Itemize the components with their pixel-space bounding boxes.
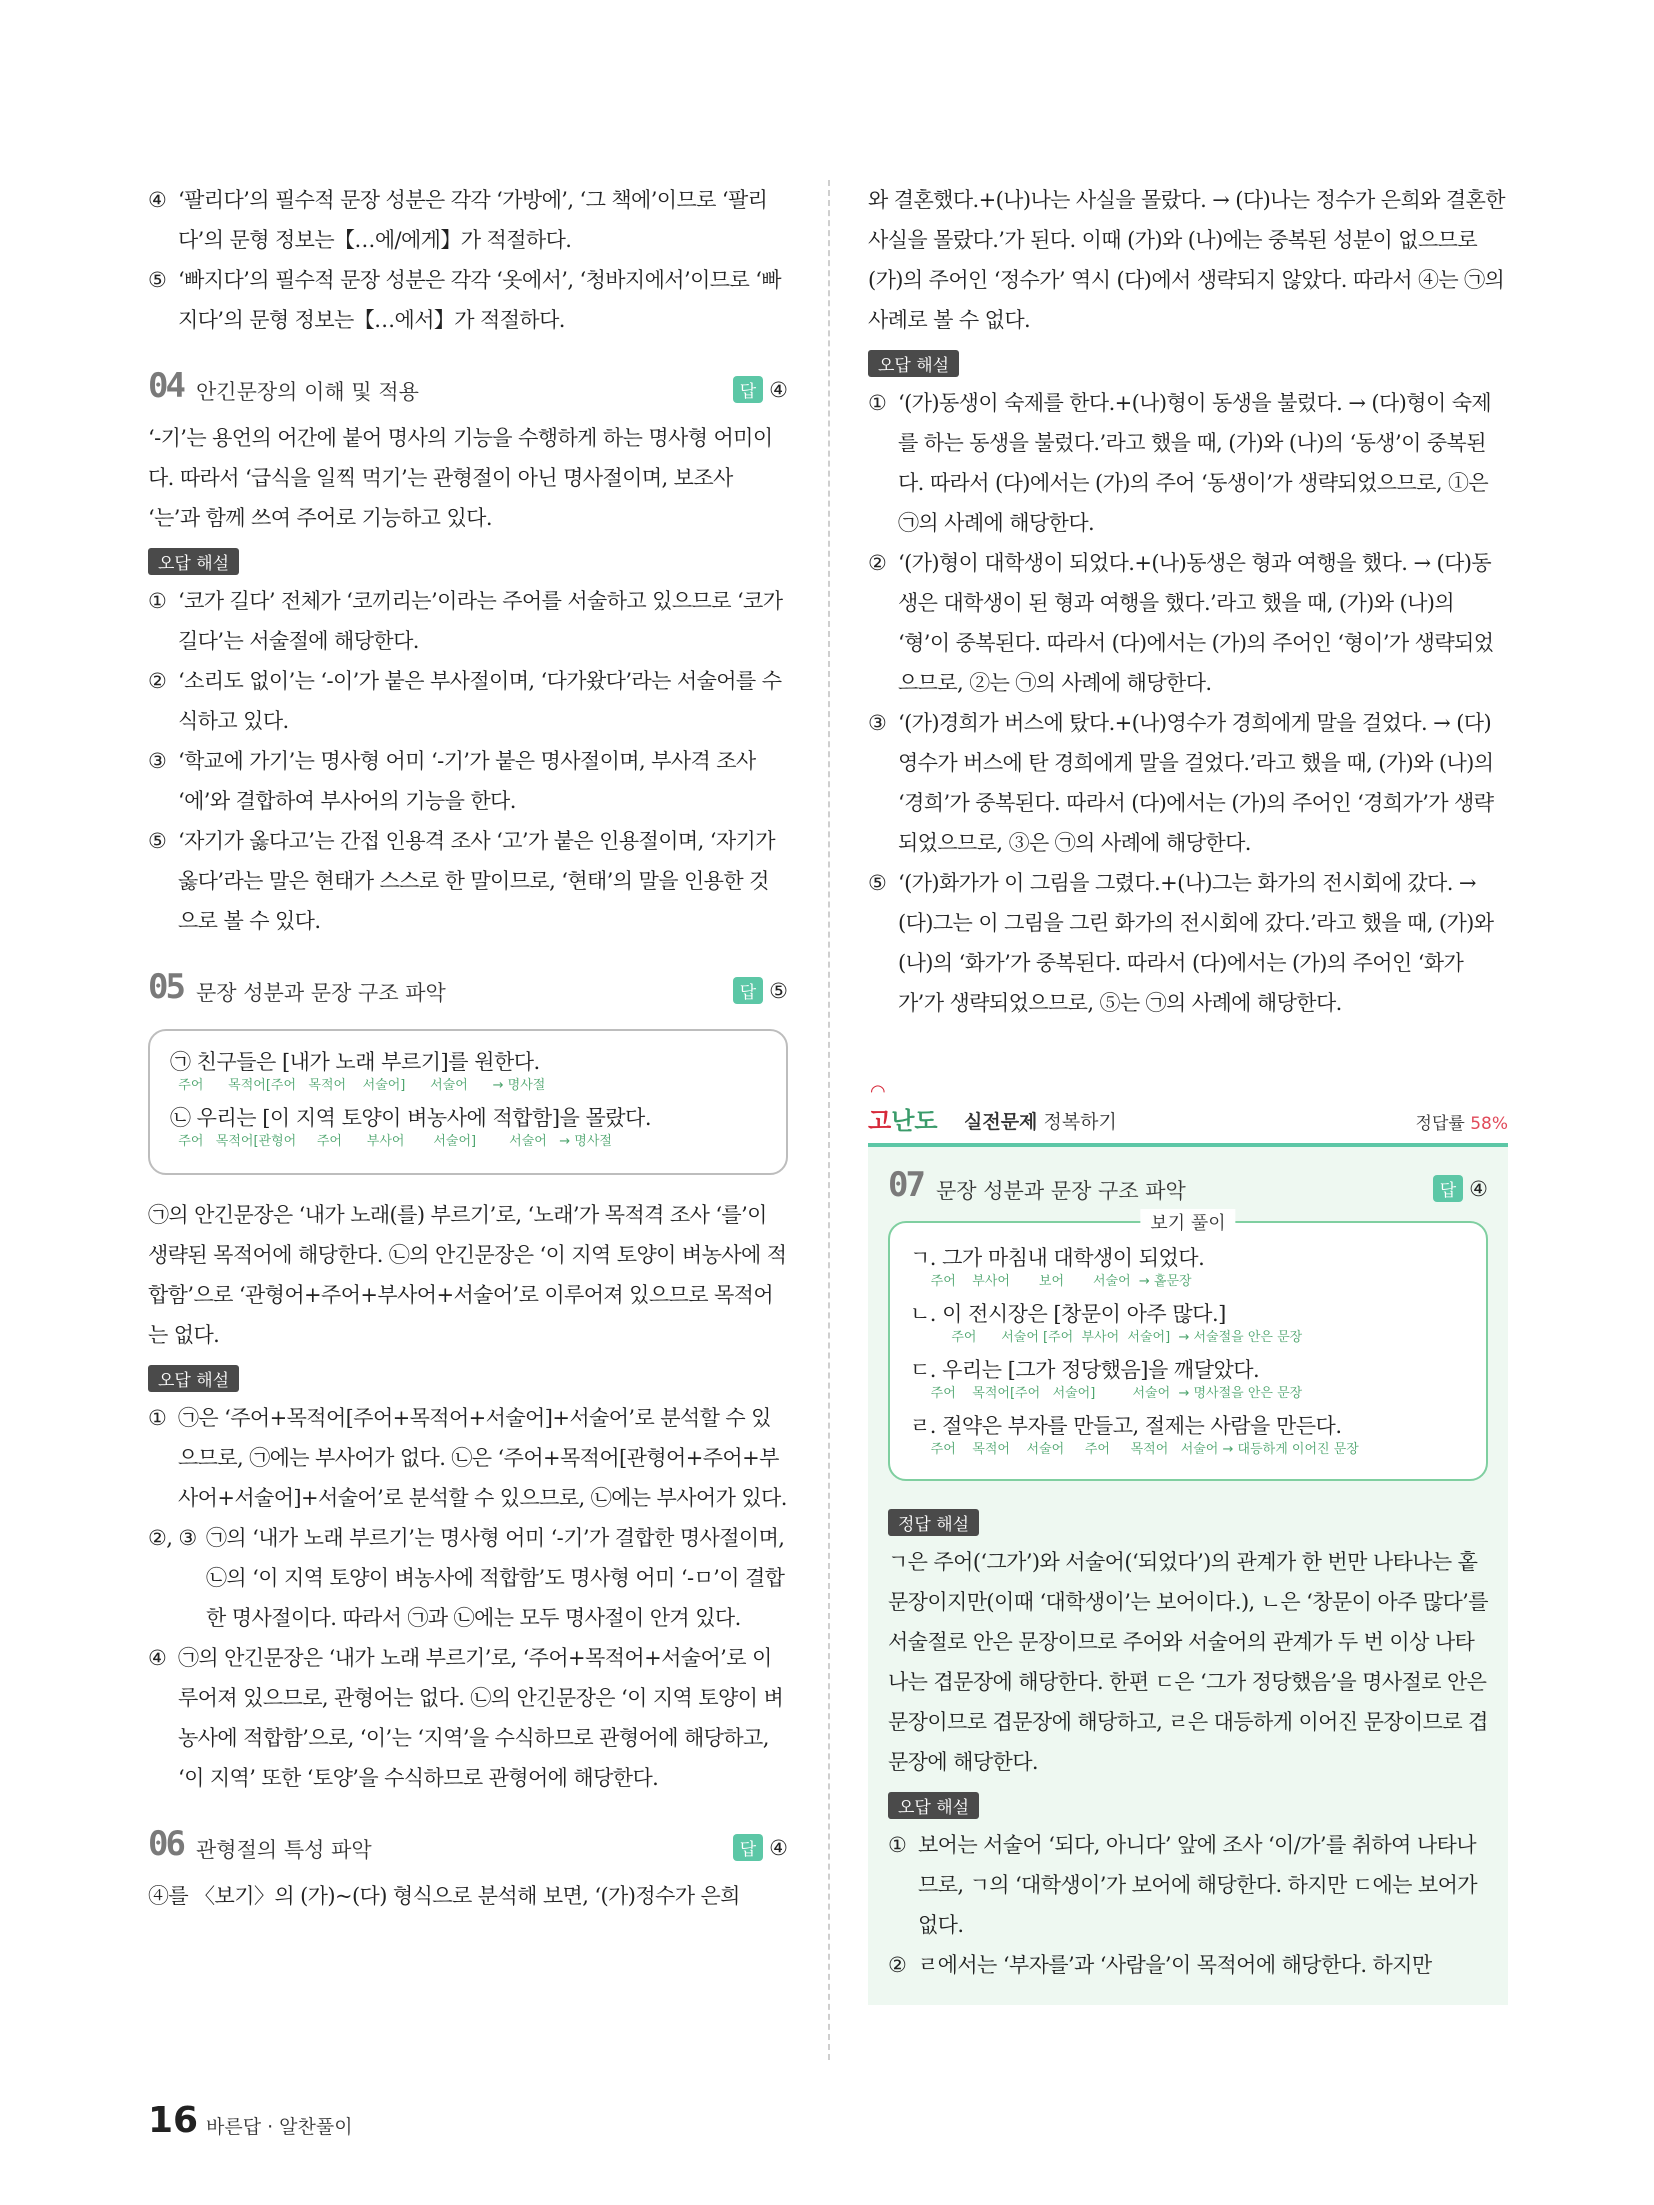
answer-badge: 답 (1433, 1175, 1463, 1202)
signal-icon: ◠ (870, 1081, 886, 1102)
question-title: 관형절의 특성 파악 (196, 1838, 372, 1862)
list-item: ⑤ ‘빠지다’의 필수적 문장 성분은 각각 ‘옷에서’, ‘청바지에서’이므로 ‘빠지다’의 문형 정보는【…에서】가 적절하다. (148, 268, 781, 332)
question-title: 문장 성분과 문장 구조 파악 (196, 981, 446, 1005)
question-06-header (148, 1824, 788, 1872)
explanation-body: ④를 〈보기〉의 (가)~(다) 형식으로 분석해 보면, ‘(가)정수가 은희 (148, 1884, 740, 1908)
list-item: ⑤ ‘(가)화가가 이 그림을 그렸다.+(나)그는 화가의 전시회에 갔다. → (다)그는 이 그림을 그린 화가의 전시회에 갔다.’라고 했을 때, (가)와 (나)의 ‘화가’가 중복된다. 따라서 (다)에서는 (가)의 주어인 ‘화가가’가 생략되었으므로, ⑤는 ㉠의 사례에 해당한다. (868, 871, 1494, 1015)
explanation-body: 와 결혼했다.+(나)나는 사실을 몰랐다. → (다)나는 정수가 은희와 결혼한 사실을 몰랐다.’가 된다. 이때 (가)와 (나)에는 중복된 성분이 없으므로 (가)의 주어인 ‘정수가’ 역시 (다)에서 생략되지 않았다. 따라서 ④는 ㉠의 사례로 볼 수 없다. (868, 188, 1505, 332)
analysis-sentence: ㄴ. 이 전시장은 [창문이 아주 많다.] (910, 1302, 1226, 1326)
question-07-header (888, 1165, 1488, 1213)
question-05-header (148, 967, 788, 1015)
hard-problem-header (868, 1083, 1508, 1147)
hard-title: 실전문제 정복하기 (964, 1111, 1117, 1133)
sentence-analysis-box (148, 1029, 788, 1175)
answer (733, 1834, 788, 1861)
correct-rate: 정답률 58% (1415, 1114, 1508, 1134)
question-number: 05 (148, 967, 183, 1007)
list-item: ② ㄹ에서는 ‘부자를’과 ‘사람을’이 목적어에 해당한다. 하지만 (888, 1953, 1432, 1977)
analysis-sentence: ㉡ 우리는 [이 지역 토양이 벼농사에 적합함]을 몰랐다. (170, 1106, 652, 1130)
list-item: ④ ㉠의 안긴문장은 ‘내가 노래 부르기’로, ‘주어+목적어+서술어’로 이루어져 있으므로, 관형어는 없다. ㉡의 안긴문장은 ‘이 지역 토양이 벼농사에 적합함’으로, ‘이’는 ‘지역’을 수식하므로 관형어에 해당하고, ‘이 지역’ 또한 ‘토양’을 수식하므로 관형어에 해당한다. (148, 1646, 784, 1790)
question-number: 07 (888, 1165, 923, 1205)
column-divider (828, 180, 830, 2060)
page-number: 16 (148, 2100, 199, 2141)
answer-badge: 답 (733, 977, 763, 1004)
wrong-answer-badge: 오답 해설 (148, 1365, 239, 1392)
list-item: ③ ‘(가)경희가 버스에 탔다.+(나)영수가 경희에게 말을 걸었다. → (다) 영수가 버스에 탄 경희에게 말을 걸었다.’라고 했을 때, (가)와 (나)의 ‘경희’가 중복된다. 따라서 (다)에서는 (가)의 주어인 ‘경희가’가 생략되었으므로, ③은 ㉠의 사례에 해당한다. (868, 711, 1494, 855)
answer-badge: 답 (733, 1834, 763, 1861)
wrong-answer-badge: 오답 해설 (148, 548, 239, 575)
explanation-body: ㉠의 안긴문장은 ‘내가 노래(를) 부르기’로, ‘노래’가 목적격 조사 ‘를’이 생략된 목적어에 해당한다. ㉡의 안긴문장은 ‘이 지역 토양이 벼농사에 적합함’으로 ‘관형어+주어+부사어+서술어’로 이루어져 있으므로 목적어는 없다. (148, 1203, 787, 1347)
analysis-sentence: ㉠ 친구들은 [내가 노래 부르기]를 원한다. (170, 1050, 540, 1074)
bogi-label: 보기 풀이 (1140, 1209, 1235, 1235)
left-column (148, 180, 788, 1916)
answer-badge: 답 (733, 376, 763, 403)
question-number: 06 (148, 1824, 183, 1864)
analysis-gloss: 주어 목적어[관형어 주어 부사어 서술어] 서술어 → 명사절 (170, 1134, 612, 1149)
answer (1433, 1175, 1488, 1202)
analysis-gloss: 주어 서술어 [주어 부사어 서술어] → 서술절을 안은 문장 (910, 1330, 1303, 1345)
analysis-gloss: 주어 목적어 서술어 주어 목적어 서술어 → 대등하게 이어진 문장 (910, 1442, 1359, 1457)
hard-logo: 고난도 (868, 1107, 938, 1135)
list-item: ① 보어는 서술어 ‘되다, 아니다’ 앞에 조사 ‘이/가’를 취하여 나타나므로, ㄱ의 ‘대학생이’가 보어에 해당한다. 하지만 ㄷ에는 보어가 없다. (888, 1833, 1477, 1937)
explanation-body: ㄱ은 주어(‘그가’)와 서술어(‘되었다’)의 관계가 한 번만 나타나는 홑문장이지만(이때 ‘대학생이’는 보어이다.), ㄴ은 ‘창문이 아주 많다’를 서술절로 안은 문장이므로 주어와 서술어의 관계가 두 번 이상 나타나는 겹문장에 해당한다. 한편 ㄷ은 ‘그가 정당했음’을 명사절로 안은 문장이므로 겹문장에 해당하고, ㄹ은 대등하게 이어진 문장이므로 겹문장에 해당한다. (888, 1550, 1488, 1774)
answer (733, 376, 788, 403)
analysis-gloss: 주어 부사어 보어 서술어 → 홑문장 (910, 1274, 1192, 1289)
list-item: ① ‘코가 길다’ 전체가 ‘코끼리는’이라는 주어를 서술하고 있으므로 ‘코가 길다’는 서술절에 해당한다. (148, 589, 783, 653)
question-number: 04 (148, 366, 183, 406)
list-item: ④ ‘팔리다’의 필수적 문장 성분은 각각 ‘가방에’, ‘그 책에’이므로 ‘팔리다’의 문형 정보는【…에/에게】가 적절하다. (148, 188, 768, 252)
right-column (868, 180, 1508, 2005)
answer (733, 977, 788, 1004)
question-title: 문장 성분과 문장 구조 파악 (936, 1179, 1186, 1203)
list-item: ② ‘(가)형이 대학생이 되었다.+(나)동생은 형과 여행을 했다. → (다)동생은 대학생이 된 형과 여행을 했다.’라고 했을 때, (가)와 (나)의 ‘형’이 중복된다. 따라서 (다)에서는 (가)의 주어인 ‘형이’가 생략되었으므로, ②는 ㉠의 사례에 해당한다. (868, 551, 1494, 695)
list-item: ② ‘소리도 없이’는 ‘-이’가 붙은 부사절이며, ‘다가왔다’라는 서술어를 수식하고 있다. (148, 669, 782, 733)
answer-value: ④ (1469, 1176, 1488, 1201)
correct-answer-badge: 정답 해설 (888, 1509, 979, 1536)
list-item: ⑤ ‘자기가 옳다고’는 간접 인용격 조사 ‘고’가 붙은 인용절이며, ‘자기가 옳다’라는 말은 현태가 스스로 한 말이므로, ‘현태’의 말을 인용한 것으로 볼 수 있다. (148, 829, 775, 933)
bogi-box (888, 1213, 1488, 1481)
list-item: ① ‘(가)동생이 숙제를 한다.+(나)형이 동생을 불렀다. → (다)형이 숙제를 하는 동생을 불렀다.’라고 했을 때, (가)와 (나)의 ‘동생’이 중복된다. 따라서 (다)에서는 (가)의 주어 ‘동생이’가 생략되었으므로, ①은 ㉠의 사례에 해당한다. (868, 391, 1492, 535)
answer-value: ④ (769, 377, 788, 402)
answer-value: ④ (769, 1835, 788, 1860)
answer-value: ⑤ (769, 978, 788, 1003)
hard-problem-panel (868, 1147, 1508, 2005)
analysis-sentence: ㄷ. 우리는 [그가 정당했음]을 깨달았다. (910, 1358, 1260, 1382)
list-item: ③ ‘학교에 가기’는 명사형 어미 ‘-기’가 붙은 명사절이며, 부사격 조사 ‘에’와 결합하여 부사어의 기능을 한다. (148, 749, 756, 813)
question-04-header (148, 366, 788, 414)
list-item: ① ㉠은 ‘주어+목적어[주어+목적어+서술어]+서술어’로 분석할 수 있으므로, ㉠에는 부사어가 없다. ㉡은 ‘주어+목적어[관형어+주어+부사어+서술어]+서술어’로 분석할 수 있으므로, ㉡에는 부사어가 있다. (148, 1406, 787, 1510)
analysis-sentence: ㄹ. 절약은 부자를 만들고, 절제는 사람을 만든다. (910, 1414, 1342, 1438)
wrong-answer-badge: 오답 해설 (868, 350, 959, 377)
analysis-sentence: ㄱ. 그가 마침내 대학생이 되었다. (910, 1246, 1205, 1270)
analysis-gloss: 주어 목적어[주어 목적어 서술어] 서술어 → 명사절 (170, 1078, 546, 1093)
explanation-body: ‘-기’는 용언의 어간에 붙어 명사의 기능을 수행하게 하는 명사형 어미이다. 따라서 ‘급식을 일찍 먹기’는 관형절이 아닌 명사절이며, 보조사 ‘는’과 함께 쓰여 주어로 기능하고 있다. (148, 426, 773, 530)
wrong-answer-badge: 오답 해설 (888, 1792, 979, 1819)
analysis-gloss: 주어 목적어[주어 서술어] 서술어 → 명사절을 안은 문장 (910, 1386, 1303, 1401)
list-item: ②, ③ ㉠의 ‘내가 노래 부르기’는 명사형 어미 ‘-기’가 결합한 명사절이며, ㉡의 ‘이 지역 토양이 벼농사에 적합함’도 명사형 어미 ‘-ㅁ’이 결합한 명사절이다. 따라서 ㉠과 ㉡에는 모두 명사절이 안겨 있다. (148, 1526, 785, 1630)
question-title: 안긴문장의 이해 및 적용 (196, 380, 419, 404)
book-title: 바른답 · 알찬풀이 (206, 2116, 353, 2138)
